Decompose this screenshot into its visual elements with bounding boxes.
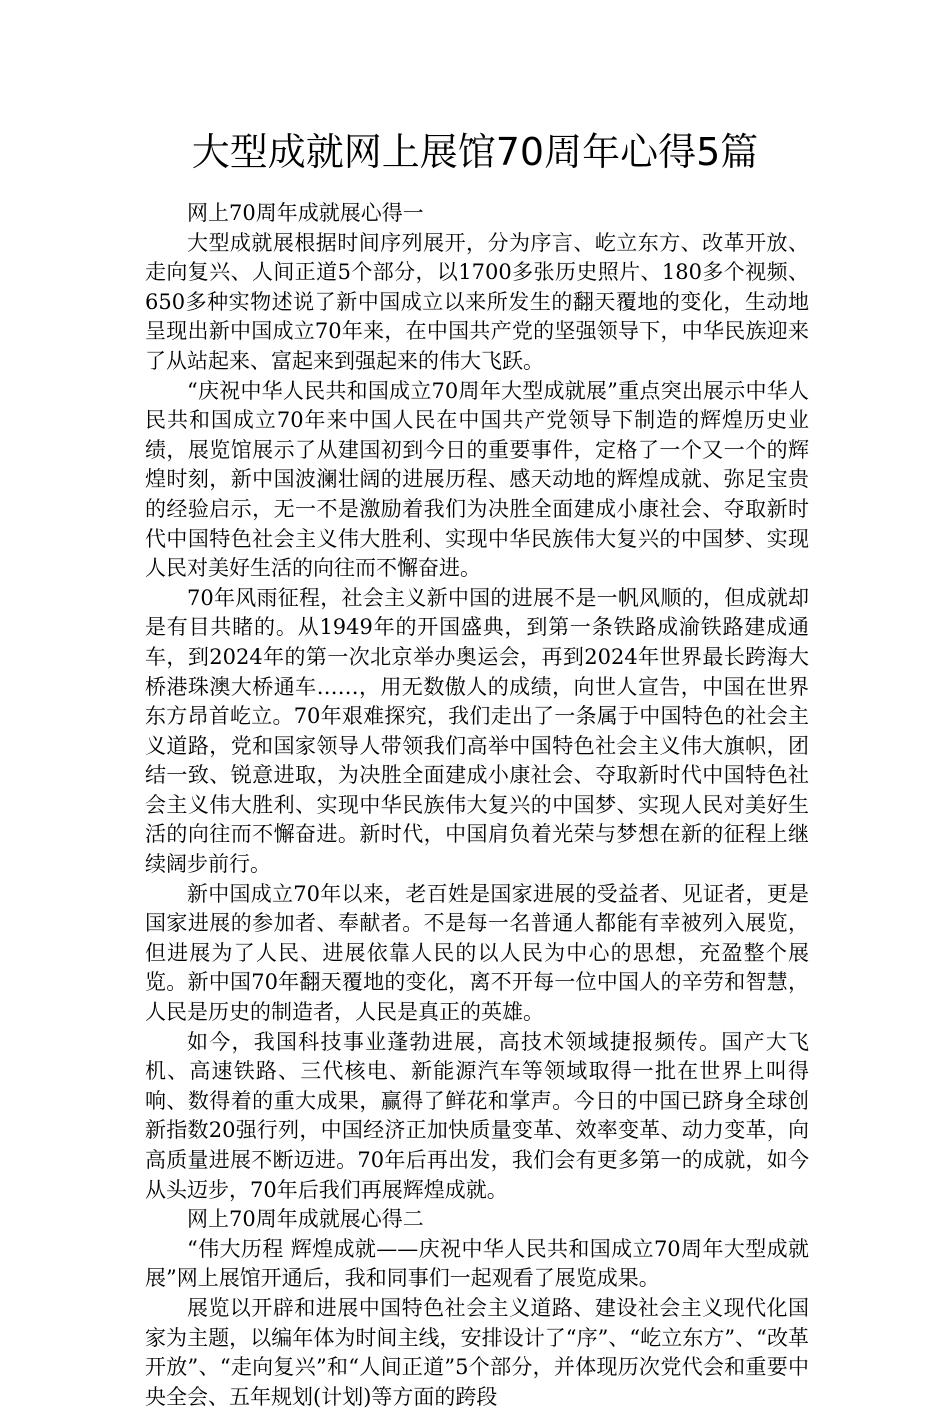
paragraph: “庆祝中华人民共和国成立70周年大型成就展”重点突出展示中华人民共和国成立70年来中国人民在中国共产党领导下制造的辉煌历史业绩，展览馆展示了从建国初到今日的重要事件，定格了一个又一个的辉煌时刻，新中国波澜壮阔的进展历程、感天动地的辉煌成就、弥足宝贵的经验启示，无一不是激励着我们为决胜全面建成小康社会、夺取新时代中国特色社会主义伟大胜利、实现中华民族伟大复兴的中国梦、实现人民对美好生活的向往而不懈奋进。 — [145, 378, 809, 581]
paragraph: 70年风雨征程，社会主义新中国的进展不是一帆风顺的，但成就却是有目共睹的。从1949年的开国盛典，到第一条铁路成渝铁路建成通车，到2024年的第一次北京举办奥运会，再到2024年世界最长跨海大桥港珠澳大桥通车……，用无数傲人的成绩，向世人宣告，中国在世界东方昂首屹立。70年艰难探究，我们走出了一条属于中国特色的社会主义道路，党和国家领导人带领我们高举中国特色社会主义伟大旗帜，团结一致、锐意进取，为决胜全面建成小康社会、夺取新时代中国特色社会主义伟大胜利、实现中华民族伟大复兴的中国梦、实现人民对美好生活的向往而不懈奋进。新时代，中国肩负着光荣与梦想在新的征程上继续阔步前行。 — [145, 585, 809, 877]
section-heading-2: 网上70周年成就展心得二 — [187, 1207, 424, 1232]
paragraph: 大型成就展根据时间序列展开，分为序言、屹立东方、改革开放、走向复兴、人间正道5个部分，以1700多张历史照片、180多个视频、650多种实物述说了新中国成立以来所发生的翻天覆地的变化，生动地呈现出新中国成立70年来，在中国共产党的坚强领导下，中华民族迎来了从站起来、富起来到强起来的伟大飞跃。 — [145, 230, 809, 373]
paragraph: “伟大历程 辉煌成就——庆祝中华人民共和国成立70周年大型成就展”网上展馆开通后，我和同事们一起观看了展览成果。 — [145, 1236, 809, 1291]
paragraph: 如今，我国科技事业蓬勃进展，高技术领域捷报频传。国产大飞机、高速铁路、三代核电、新能源汽车等领域取得一批在世界上叫得响、数得着的重大成果，赢得了鲜花和掌声。今日的中国已跻身全球创新指数20强行列，中国经济正加快质量变革、效率变革、动力变革，向高质量进展不断迈进。70年后再出发，我们会有更多第一的成就，如今从头迈步，70年后我们再展辉煌成就。 — [145, 1029, 809, 1202]
paragraph: 展览以开辟和进展中国特色社会主义道路、建设社会主义现代化国家为主题，以编年体为时间主线，安排设计了“序”、“屹立东方”、“改革开放”、“走向复兴”和“人间正道”5个部分，并体现历次党代会和重要中央全会、五年规划(计划)等方面的跨段 — [145, 1295, 809, 1409]
section-heading-1: 网上70周年成就展心得一 — [187, 201, 424, 225]
page-title: 大型成就网上展馆70周年心得5篇 — [191, 130, 759, 174]
paragraph: 新中国成立70年以来，老百姓是国家进展的受益者、见证者，更是国家进展的参加者、奉献者。不是每一名普通人都能有幸被列入展览，但进展为了人民、进展依靠人民的以人民为中心的思想，充盈整个展览。新中国70年翻天覆地的变化，离不开每一位中国人的辛劳和智慧，人民是历史的制造者，人民是真正的英雄。 — [145, 881, 809, 1025]
document-body — [145, 199, 809, 1412]
